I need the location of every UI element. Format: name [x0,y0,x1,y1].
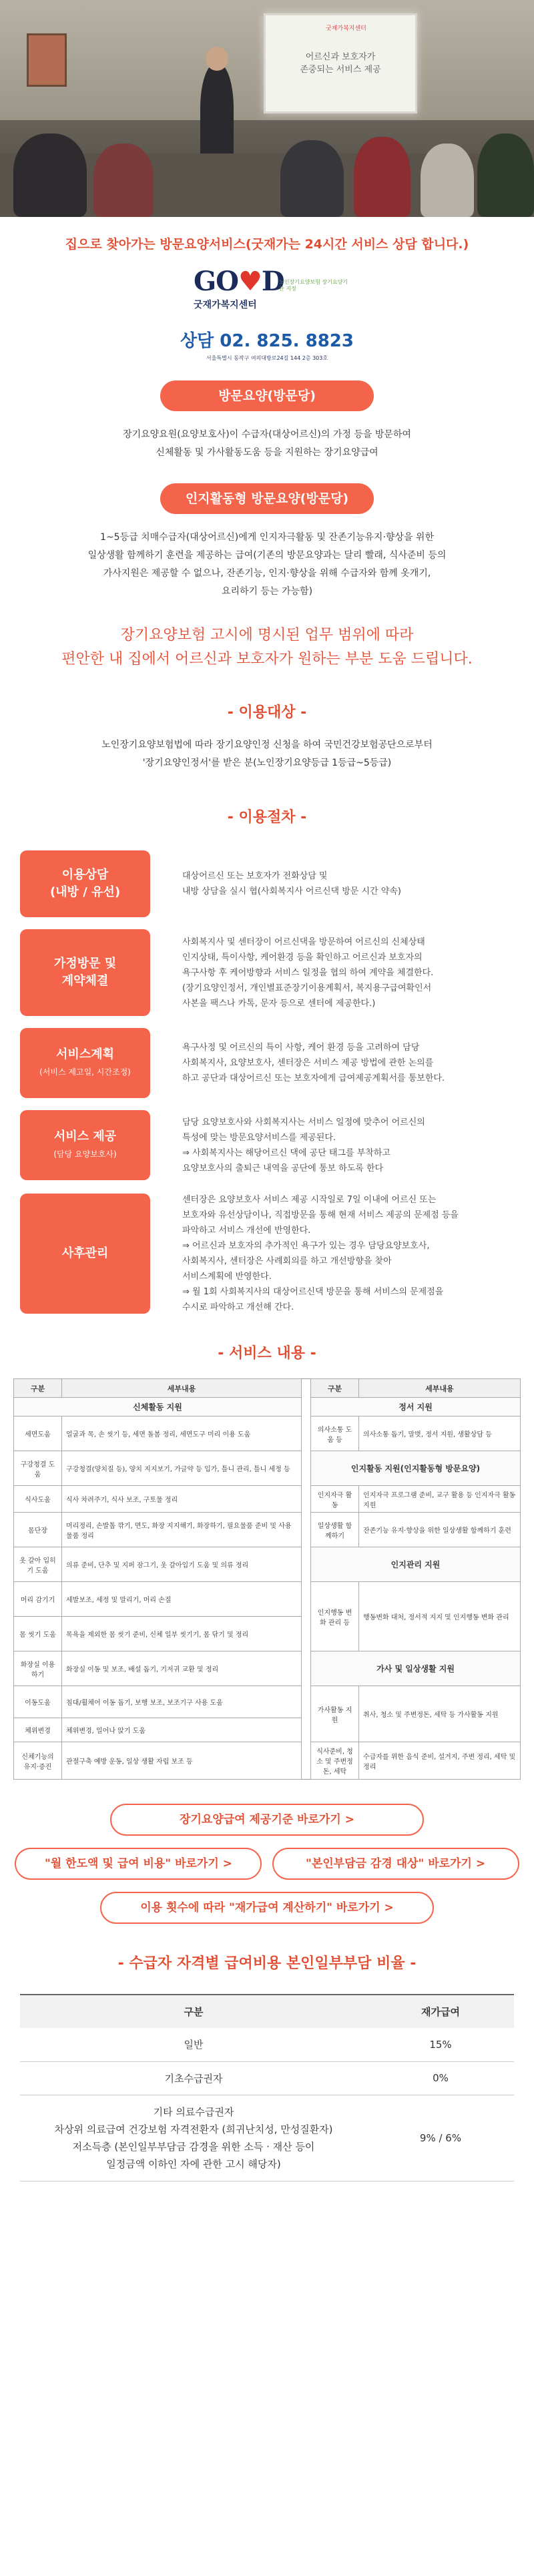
fee-row [20,2028,514,2061]
attendee [421,144,474,217]
step-text [150,1115,425,1176]
right-section-head: 인지활동 지원(인지활동형 방문요양) [311,1451,521,1486]
logo-center-name: 굿재가복지센터 [194,300,257,310]
service-detail: 세발보조, 세정 및 말리기, 머리 손질 [62,1582,302,1617]
fee-row [20,2095,514,2181]
procedure-step [20,929,514,1016]
step-line: 인지상태, 특이사항, 케어환경 등을 확인하고 어르신과 보호자의 [182,952,423,963]
step-line: 요양보호사의 출퇴근 내역을 공단에 통보 하도록 한다 [182,1163,384,1174]
service-cat: 세면도움 [14,1416,62,1451]
copay-reduction-link[interactable]: "본인부담금 감경 대상" 바로가기 > [272,1848,519,1880]
service-detail: 구강청결(양치질 등), 양치 지지보기, 가글약 등 입가, 틀니 관리, 틀니 세정 등 [62,1451,302,1486]
service-cat: 머리 감기기 [14,1582,62,1617]
service-detail: 식사 차려주기, 식사 보조, 구토물 정리 [62,1486,302,1513]
step-text [150,868,401,899]
step-line: ⇒ 월 1회 사회복지사의 대상어르신댁 방문을 통해 서비스의 문제점을 [182,1287,444,1297]
fee-value: 15% [367,2028,514,2061]
attendee [354,137,411,217]
service-cat: 식사도움 [14,1486,62,1513]
step-badge [20,850,150,917]
step-line: 보호자와 유선상담이나, 직접방문을 통해 현재 서비스 제공의 문제점 등을 [182,1210,459,1220]
col-detail-left: 세부내용 [62,1379,302,1398]
step-sub: (담당 요양보호사) [53,1149,117,1159]
step-badge [20,1028,150,1098]
fee-line: 일정금액 이하인 자에 관한 고시 해당자) [106,2157,281,2170]
step-line: 사본을 팩스나 카톡, 문자 등으로 센터에 제공한다.) [182,998,376,1009]
service-detail: 침대/휠체어 이동 돕기, 보행 보조, 보조기구 사용 도움 [62,1686,302,1718]
target-title: - 이용대상 - [227,704,307,721]
benefit-calculator-link[interactable]: 이용 횟수에 따라 "재가급여 계산하기" 바로가기 > [100,1892,434,1924]
step-line: 특성에 맞는 방문요양서비스를 제공된다. [182,1132,336,1143]
fee-value: 9% / 6% [367,2095,514,2181]
projection-screen [264,13,417,113]
attendee [13,134,87,217]
step-name: 서비스계획 [56,1047,114,1061]
screen-line-1: 어르신과 보호자가 [305,51,376,62]
visit-care-badge: 방문요양(방문당) [160,380,374,411]
fee-line: 차상위 의료급여 건강보험 자격전환자 (희귀난치성, 만성질환자) [54,2123,333,2135]
service-detail: 화장실 이동 및 보조, 배설 돕기, 기저귀 교환 및 정리 [62,1651,302,1686]
step-text [150,1040,445,1086]
visit-care-description [0,426,534,462]
service-title: - 서비스 내용 - [218,1345,316,1362]
service-cat: 인지행동 변화 관리 등 [311,1582,359,1651]
table-gap [302,1379,311,1780]
wall-frame [27,33,67,87]
desc-line: 요리하기 등는 가능함) [221,586,313,597]
care-standard-link[interactable]: 장기요양급여 제공기준 바로가기 > [110,1804,424,1836]
presenter [200,63,234,164]
service-cat: 구강청결 도움 [14,1451,62,1486]
step-sub: (서비스 제고일, 시간조정) [39,1067,131,1077]
service-detail: 머리정리, 손발톱 깎기, 면도, 화장 지지해기, 화장하기, 필요물품 준비 및 사용물품 정리 [62,1513,302,1547]
desc-line: 장기요양요원(요양보호사)이 수급자(대상어르신)의 가정 등을 방문하여 [123,429,411,440]
bottom-spacer [0,2181,534,2208]
procedure-step [20,1028,514,1098]
service-detail: 관절구축 예방 운동, 일상 생활 자립 보조 등 [62,1742,302,1780]
col-cat-right: 구분 [311,1379,359,1398]
left-section-head: 신체활동 지원 [14,1398,302,1416]
desc-line: 가사지원은 제공할 수 없으나, 잔존기능, 인지·향상을 위해 수급자와 함께 옷개기, [103,568,431,579]
fee-label: 기초수급권자 [20,2061,367,2095]
step-line: 사회복지사, 센터장은 사례회의를 하고 개선방향을 찾아 [182,1256,392,1266]
right-section-head: 정서 지원 [311,1398,521,1416]
service-detail: 얼굴과 목, 손 씻기 등, 세면 돌봄 정리, 세면도구 미리 이용 도움 [62,1416,302,1451]
cognitive-care-badge: 인지활동형 방문요양(방문당) [160,483,374,514]
step-name: 이용상담 [61,868,109,882]
service-scope-quote [0,623,534,672]
step-text [150,1192,459,1315]
service-cat: 몸단장 [14,1513,62,1547]
fee-table [20,1994,514,2181]
step-line: ⇒ 사회복지사는 해당어르신 댁에 공단 태그를 부착하고 [182,1147,390,1158]
fee-value: 0% [367,2061,514,2095]
target-description [0,736,534,772]
link-row-3 [0,1892,534,1924]
service-cat: 가사활동 지원 [311,1686,359,1742]
desc-line: '장기요양인정서'를 받은 분(노인장기요양등급 1등급~5등급) [142,758,392,768]
logo-subtext: 노인장기요양보험 장기요양기관 지정 [279,279,348,292]
service-detail: 취사, 청소 및 주변정돈, 세탁 등 가사활동 지원 [359,1686,521,1742]
center-address: 서울특별시 동작구 여의대방로24길 144 2층 303호 [206,355,328,361]
col-cat-left: 구분 [14,1379,62,1398]
service-cat: 화장실 이용하기 [14,1651,62,1686]
procedure-step [20,1110,514,1180]
step-line: ⇒ 어르신과 보호자의 추가적인 욕구가 있는 경우 담당요양보호사, [182,1241,430,1251]
fee-col-home: 재가급여 [367,1995,514,2028]
screen-logo-text: 굿재가복지센터 [326,25,366,32]
service-detail: 수급자를 위한 음식 준비, 설거지, 주변 정리, 세탁 및 정리 [359,1742,521,1780]
col-detail-right: 세부내용 [359,1379,521,1398]
step-line: 수시로 파악하고 개선해 간다. [182,1302,294,1312]
hero-photo [0,0,534,217]
fee-col-category: 구분 [20,1995,367,2028]
presenter-head [206,47,228,71]
attendee [93,144,154,217]
center-logo [0,264,534,362]
service-cat: 일상생활 함께하기 [311,1513,359,1547]
fee-label-multi [20,2095,367,2181]
service-cat: 이동도움 [14,1686,62,1718]
step-badge [20,1110,150,1180]
service-detail: 인지자극 프로그램 준비, 교구 활용 등 인지자극 활동 지원 [359,1486,521,1513]
step-badge [20,929,150,1016]
cognitive-care-description [0,529,534,601]
step-sub: (내방 / 유선) [49,885,121,899]
desc-line: 신체활동 및 가사활동도움 등을 지원하는 장기요양급여 [156,447,378,458]
fee-label: 일반 [20,2028,367,2061]
fee-line: 저소득층 (본인일부부담금 감경을 위한 소득 · 재산 등이 [72,2140,315,2153]
consult-phone: 상담 02. 825. 8823 [180,331,354,351]
service-detail: 목욕을 제외한 몸 씻기 준비, 신체 일부 씻기기, 몸 닦기 및 정리 [62,1617,302,1651]
service-detail: 행동변화 대처, 정서적 지지 및 인지행동 변화 관리 [359,1582,521,1651]
fee-line: 기타 의료수급권자 [153,2105,234,2118]
step-name: 사후관리 [61,1246,109,1260]
link-row-2 [0,1848,534,1880]
step-text [150,935,433,1011]
step-line: 파악하고 서비스 개선에 반영한다. [182,1226,311,1236]
desc-line: 1~5등급 치매수급자(대상어르신)에게 인지자극활동 및 잔존기능유지·향상을 위한 [100,532,434,543]
tagline: 집으로 찾아가는 방문요양서비스(굿재가는 24시간 서비스 상담 합니다.) [65,237,469,252]
procedure-steps [20,850,514,1315]
service-detail: 잔존기능 유지·향상을 위한 일상생활 함께하기 훈련 [359,1513,521,1547]
service-cat: 식사준비, 청소 및 주변정돈, 세탁 [311,1742,359,1780]
fee-row [20,2061,514,2095]
procedure-step [20,1192,514,1315]
step-name: 가정방문 및 [53,957,117,971]
attendee [280,140,344,217]
screen-line-2: 존중되는 서비스 제공 [300,65,381,75]
step-line: 대상어르신 또는 보호자가 전화상담 및 [182,871,328,881]
service-cat: 신체기능의 유지·증진 [14,1742,62,1780]
quote-line: 장기요양보험 고시에 명시된 업무 범위에 따라 [120,627,414,643]
fee-table-header [20,1995,514,2028]
service-detail: 의류 준비, 단추 및 지퍼 잠그기, 옷 갈아입기 도움 및 의류 정리 [62,1547,302,1582]
procedure-title: - 이용절차 - [227,809,307,826]
service-cat: 인지자극 활동 [311,1486,359,1513]
step-line: (장기요양인정서, 개인별표준장기이용계획서, 복지용구급여확인서 [182,983,432,993]
step-line: 담당 요양보호사와 사회복지사는 서비스 일정에 맞추어 어르신의 [182,1117,425,1127]
service-cat: 몸 씻기 도움 [14,1617,62,1651]
attendee [477,134,534,217]
fee-title: - 수급자 자격별 급여비용 본인일부부담 비율 - [117,1955,417,1972]
link-row-1 [0,1804,534,1836]
step-line: 욕구사정 및 어르신의 특이 사항, 케어 환경 등을 고려하여 담당 [182,1043,420,1053]
logo-wordmark: GO♥D [194,266,284,297]
service-cat: 체위변경 [14,1718,62,1742]
monthly-limit-link[interactable]: "월 한도액 및 급여 비용" 바로가기 > [15,1848,262,1880]
step-sub: 계약체결 [61,974,109,988]
quote-line: 편안한 내 집에서 어르신과 보호자가 원하는 부분 도움 드립니다. [61,651,473,668]
step-line: 욕구사항 후 케어방향과 서비스 일정을 협의 하여 계약을 체결한다. [182,967,434,978]
step-line: 서비스계획에 반영한다. [182,1272,272,1282]
step-line: 사회복지사, 요양보호사, 센터장은 서비스 제공 방법에 관한 논의를 [182,1058,434,1068]
logo-mark [180,264,354,323]
step-line: 내방 상담을 실시 협(사회복지사 어르신댁 방문 시간 약속) [182,886,401,896]
step-line: 사회복지사 및 센터장이 어르신댁을 방문하여 어르신의 신체상태 [182,937,425,947]
service-detail: 의사소통 돕기, 말벗, 정서 지원, 생활상담 등 [359,1416,521,1451]
desc-line: 일상생활 함께하기 훈련을 제공하는 급여(기존의 방문요양과는 달리 빨래, 식사준비 등의 [87,550,447,561]
step-line: 하고 공단과 대상어르신 또는 보호자에게 급여제공계획서를 통보한다. [182,1073,445,1083]
service-detail: 체위변경, 일어나 앉기 도움 [62,1718,302,1742]
right-section-head: 가사 및 일상생활 지원 [311,1651,521,1686]
desc-line: 노인장기요양보험법에 따라 장기요양인정 신청을 하여 국민건강보험공단으로부터 [101,740,433,750]
service-table-header [14,1379,521,1398]
service-cat: 옷 갈아 입히기 도움 [14,1547,62,1582]
step-badge [20,1194,150,1314]
service-cat: 의사소통 도움 등 [311,1416,359,1451]
step-line: 센터장은 요양보호사 서비스 제공 시작일로 7일 이내에 어르신 또는 [182,1195,437,1205]
right-section-head: 인지관리 지원 [311,1547,521,1582]
procedure-step [20,850,514,917]
step-name: 서비스 제공 [53,1129,117,1143]
service-table [13,1378,521,1780]
